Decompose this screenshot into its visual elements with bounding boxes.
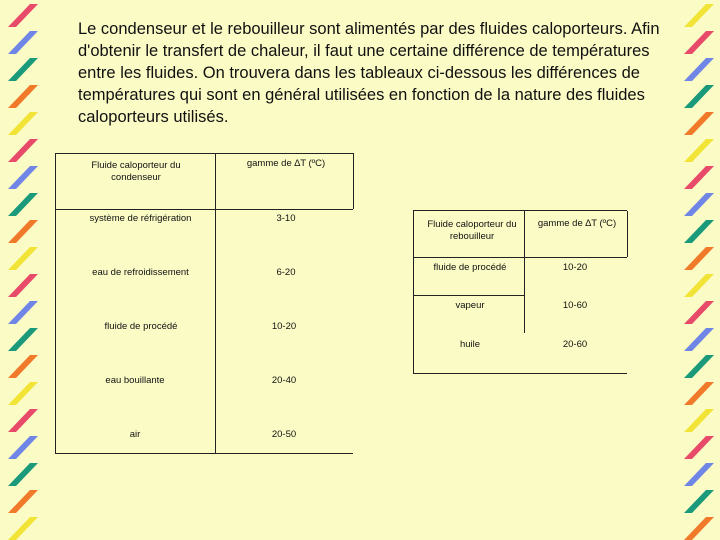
decorative-right-border (676, 0, 720, 540)
condenser-header-range: gamme de ∆T (ºC) (246, 158, 326, 169)
reboiler-header-fluid: Fluide caloporteur du rebouilleur (427, 219, 517, 242)
condenser-row-range: 20-40 (271, 375, 297, 386)
border-stripe (8, 382, 38, 405)
border-stripe (684, 220, 714, 243)
border-stripe (684, 490, 714, 513)
reboiler-header-range: gamme de ∆T (ºC) (537, 218, 617, 229)
border-stripe (8, 4, 38, 27)
border-stripe (8, 58, 38, 81)
border-stripe (684, 85, 714, 108)
table-rule (56, 153, 353, 154)
condenser-row-range: 3-10 (276, 213, 296, 224)
table-divider (627, 211, 628, 257)
border-stripe (8, 274, 38, 297)
border-stripe (684, 436, 714, 459)
border-stripe (684, 247, 714, 270)
border-stripe (684, 58, 714, 81)
condenser-table (55, 153, 353, 454)
border-stripe (8, 220, 38, 243)
condenser-row-fluid: système de réfrigération (89, 213, 192, 224)
border-stripe (684, 139, 714, 162)
border-stripe (8, 31, 38, 54)
condenser-row-range: 6-20 (276, 267, 296, 278)
border-stripe (684, 31, 714, 54)
border-stripe (684, 4, 714, 27)
condenser-row-fluid: fluide de procédé (104, 321, 178, 332)
border-stripe (684, 382, 714, 405)
decorative-left-border (0, 0, 44, 540)
table-rule (56, 209, 353, 210)
border-stripe (8, 112, 38, 135)
table-rule (414, 257, 627, 258)
border-stripe (684, 274, 714, 297)
border-stripe (684, 409, 714, 432)
border-stripe (8, 355, 38, 378)
reboiler-row-fluid: vapeur (455, 300, 485, 311)
border-stripe (8, 409, 38, 432)
condenser-row-range: 20-50 (271, 429, 297, 440)
border-stripe (8, 166, 38, 189)
border-stripe (8, 328, 38, 351)
border-stripe (684, 166, 714, 189)
reboiler-row-range: 10-60 (562, 300, 588, 311)
intro-paragraph: Le condenseur et le rebouilleur sont alimentés par des fluides caloporteurs. Afin d'obtenir le transfert de chaleur, il faut une certaine différence de températures entre les fluides. On trouvera dans les tableaux ci-dessous les différences de températures qui sont en général utilisées en fonction de la nature des fluides caloporteurs utilisés. (78, 20, 660, 126)
border-stripe (8, 193, 38, 216)
table-divider (353, 153, 354, 209)
border-stripe (8, 247, 38, 270)
table-divider (215, 153, 216, 453)
border-stripe (684, 328, 714, 351)
border-stripe (684, 112, 714, 135)
border-stripe (8, 85, 38, 108)
border-stripe (8, 490, 38, 513)
border-stripe (8, 517, 38, 540)
condenser-row-fluid: eau de refroidissement (92, 267, 189, 278)
condenser-row-range: 10-20 (271, 321, 297, 332)
border-stripe (8, 463, 38, 486)
border-stripe (684, 301, 714, 324)
border-stripe (684, 517, 714, 540)
border-stripe (684, 463, 714, 486)
reboiler-row-range: 20-60 (562, 339, 588, 350)
border-stripe (8, 301, 38, 324)
condenser-row-fluid: air (129, 429, 141, 440)
border-stripe (8, 436, 38, 459)
table-divider (524, 211, 525, 333)
reboiler-table (413, 210, 627, 374)
border-stripe (684, 193, 714, 216)
border-stripe (684, 355, 714, 378)
reboiler-row-range: 10-20 (562, 262, 588, 273)
reboiler-row-fluid: fluide de procédé (433, 262, 507, 273)
condenser-row-fluid: eau bouillante (105, 375, 165, 386)
condenser-header-fluid: Fluide caloporteur du condenseur (91, 160, 181, 183)
border-stripe (8, 139, 38, 162)
table-rule (414, 295, 524, 296)
reboiler-row-fluid: huile (459, 339, 481, 350)
